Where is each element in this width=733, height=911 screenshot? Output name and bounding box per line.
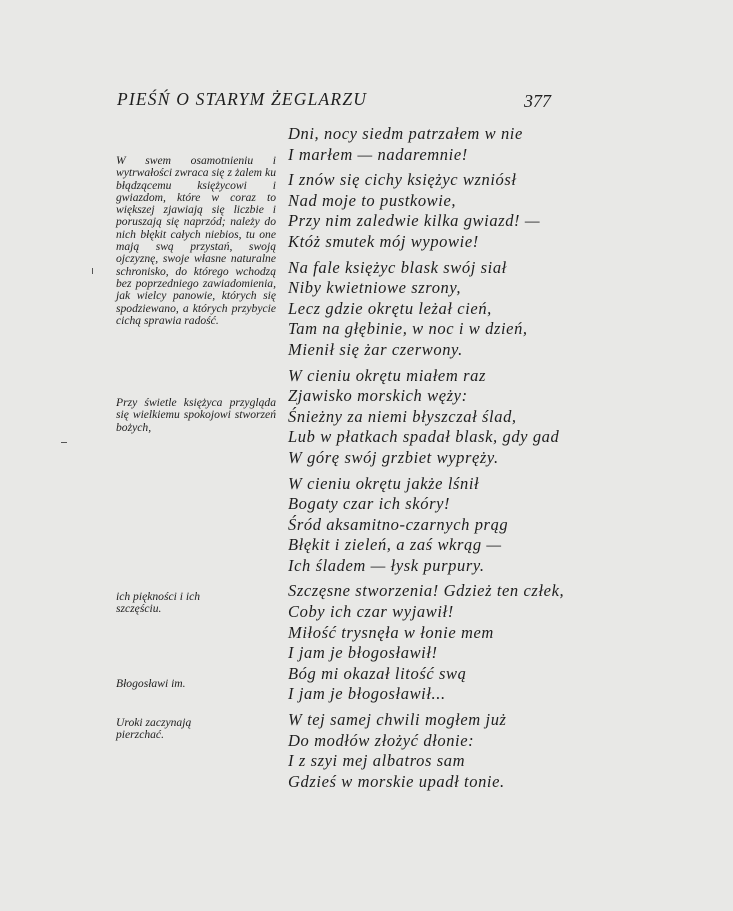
- poem-line: Tam na głębinie, w noc i w dzień,: [288, 319, 528, 339]
- poem-line: Niby kwietniowe szrony,: [288, 278, 462, 298]
- margin-gloss: ich piękności i ich szczęściu.: [116, 590, 201, 616]
- poem-line: W cieniu okrętu jakże lśnił: [288, 473, 480, 493]
- scan-mark: [61, 442, 67, 443]
- poem-line: Lecz gdzie okrętu leżał cień,: [288, 298, 492, 318]
- poem-line: Szczęsne stworzenia! Gdzież ten człek,: [288, 581, 565, 601]
- margin-gloss: Błogosławi im.: [116, 677, 186, 690]
- poem-line: I znów się cichy księżyc wzniósł: [288, 170, 517, 190]
- poem-line: Miłość trysnęła w łonie mem: [288, 622, 494, 642]
- margin-gloss: Przy świetle księżyca przygląda się wielkiemu spokojowi stworzeń bożych,: [116, 396, 276, 434]
- poem-line: Nad moje to pustkowie,: [288, 190, 457, 210]
- margin-gloss: W swem osamotnieniu i wytrwałości zwraca się z żalem ku błądzącemu księżycowi i gwiazdom, które w coraz to większej zjawiają się liczbie i poruszają się naprzód; należy do nich błękit całych niebios, tu one mają swą przystań, swoją ojczyznę, swoje własne naturalne schronisko, do którego wchodzą bez poprzedniego zawiadomienia, jak wielcy panowie, których się spodziewano, a których przybycie cichą sprawia radość.: [116, 154, 276, 327]
- poem-line: Ich śladem — łysk purpury.: [288, 555, 485, 575]
- poem-line: Błękit i zieleń, a zaś wkrąg —: [288, 535, 502, 555]
- poem-line: Przy nim zaledwie kilka gwiazd! —: [288, 211, 541, 231]
- scan-mark: [92, 268, 93, 274]
- poem-line: W cieniu okrętu miałem raz: [288, 365, 486, 385]
- poem-line: I marłem — nadaremnie!: [288, 144, 468, 164]
- stanza: [288, 258, 598, 361]
- poem-line: I jam je błogosławił!: [288, 643, 438, 663]
- stanza: [288, 124, 598, 165]
- poem-line: I jam je błogosławił...: [288, 684, 446, 704]
- running-header: PIEŚŃ O STARYM ŻEGLARZU: [117, 89, 368, 109]
- stanza: [288, 581, 598, 705]
- stanza: [288, 710, 598, 792]
- poem-line: Lub w płatkach spadał blask, gdy gad: [288, 427, 560, 447]
- poem-line: Śród aksamitno-czarnych prąg: [288, 514, 509, 534]
- poem-text: [288, 124, 598, 797]
- poem-line: Któż smutek mój wypowie!: [288, 231, 479, 251]
- poem-line: W tej samej chwili mogłem już: [288, 710, 507, 730]
- poem-line: Do modłów złożyć dłonie:: [288, 730, 475, 750]
- stanza: [288, 170, 598, 252]
- poem-line: Gdzieś w morskie upadł tonie.: [288, 771, 505, 791]
- poem-line: Bóg mi okazał litość swą: [288, 663, 467, 683]
- poem-line: Bogaty czar ich skóry!: [288, 494, 451, 514]
- poem-line: I z szyi mej albatros sam: [288, 751, 466, 771]
- poem-line: W górę swój grzbiet wypręży.: [288, 447, 499, 467]
- poem-line: Śnieżny za niemi błyszczał ślad,: [288, 406, 517, 426]
- poem-line: Mienił się żar czerwony.: [288, 339, 463, 359]
- stanza: [288, 474, 598, 577]
- poem-line: Zjawisko morskich węży:: [288, 386, 468, 406]
- stanza: [288, 366, 598, 469]
- margin-gloss: Uroki zaczynają pierzchać.: [116, 716, 192, 742]
- poem-line: Coby ich czar wyjawił!: [288, 602, 454, 622]
- page-number: 377: [524, 91, 551, 111]
- poem-line: Na fale księżyc blask swój siał: [288, 257, 507, 277]
- poem-line: Dni, nocy siedm patrzałem w nie: [288, 124, 523, 143]
